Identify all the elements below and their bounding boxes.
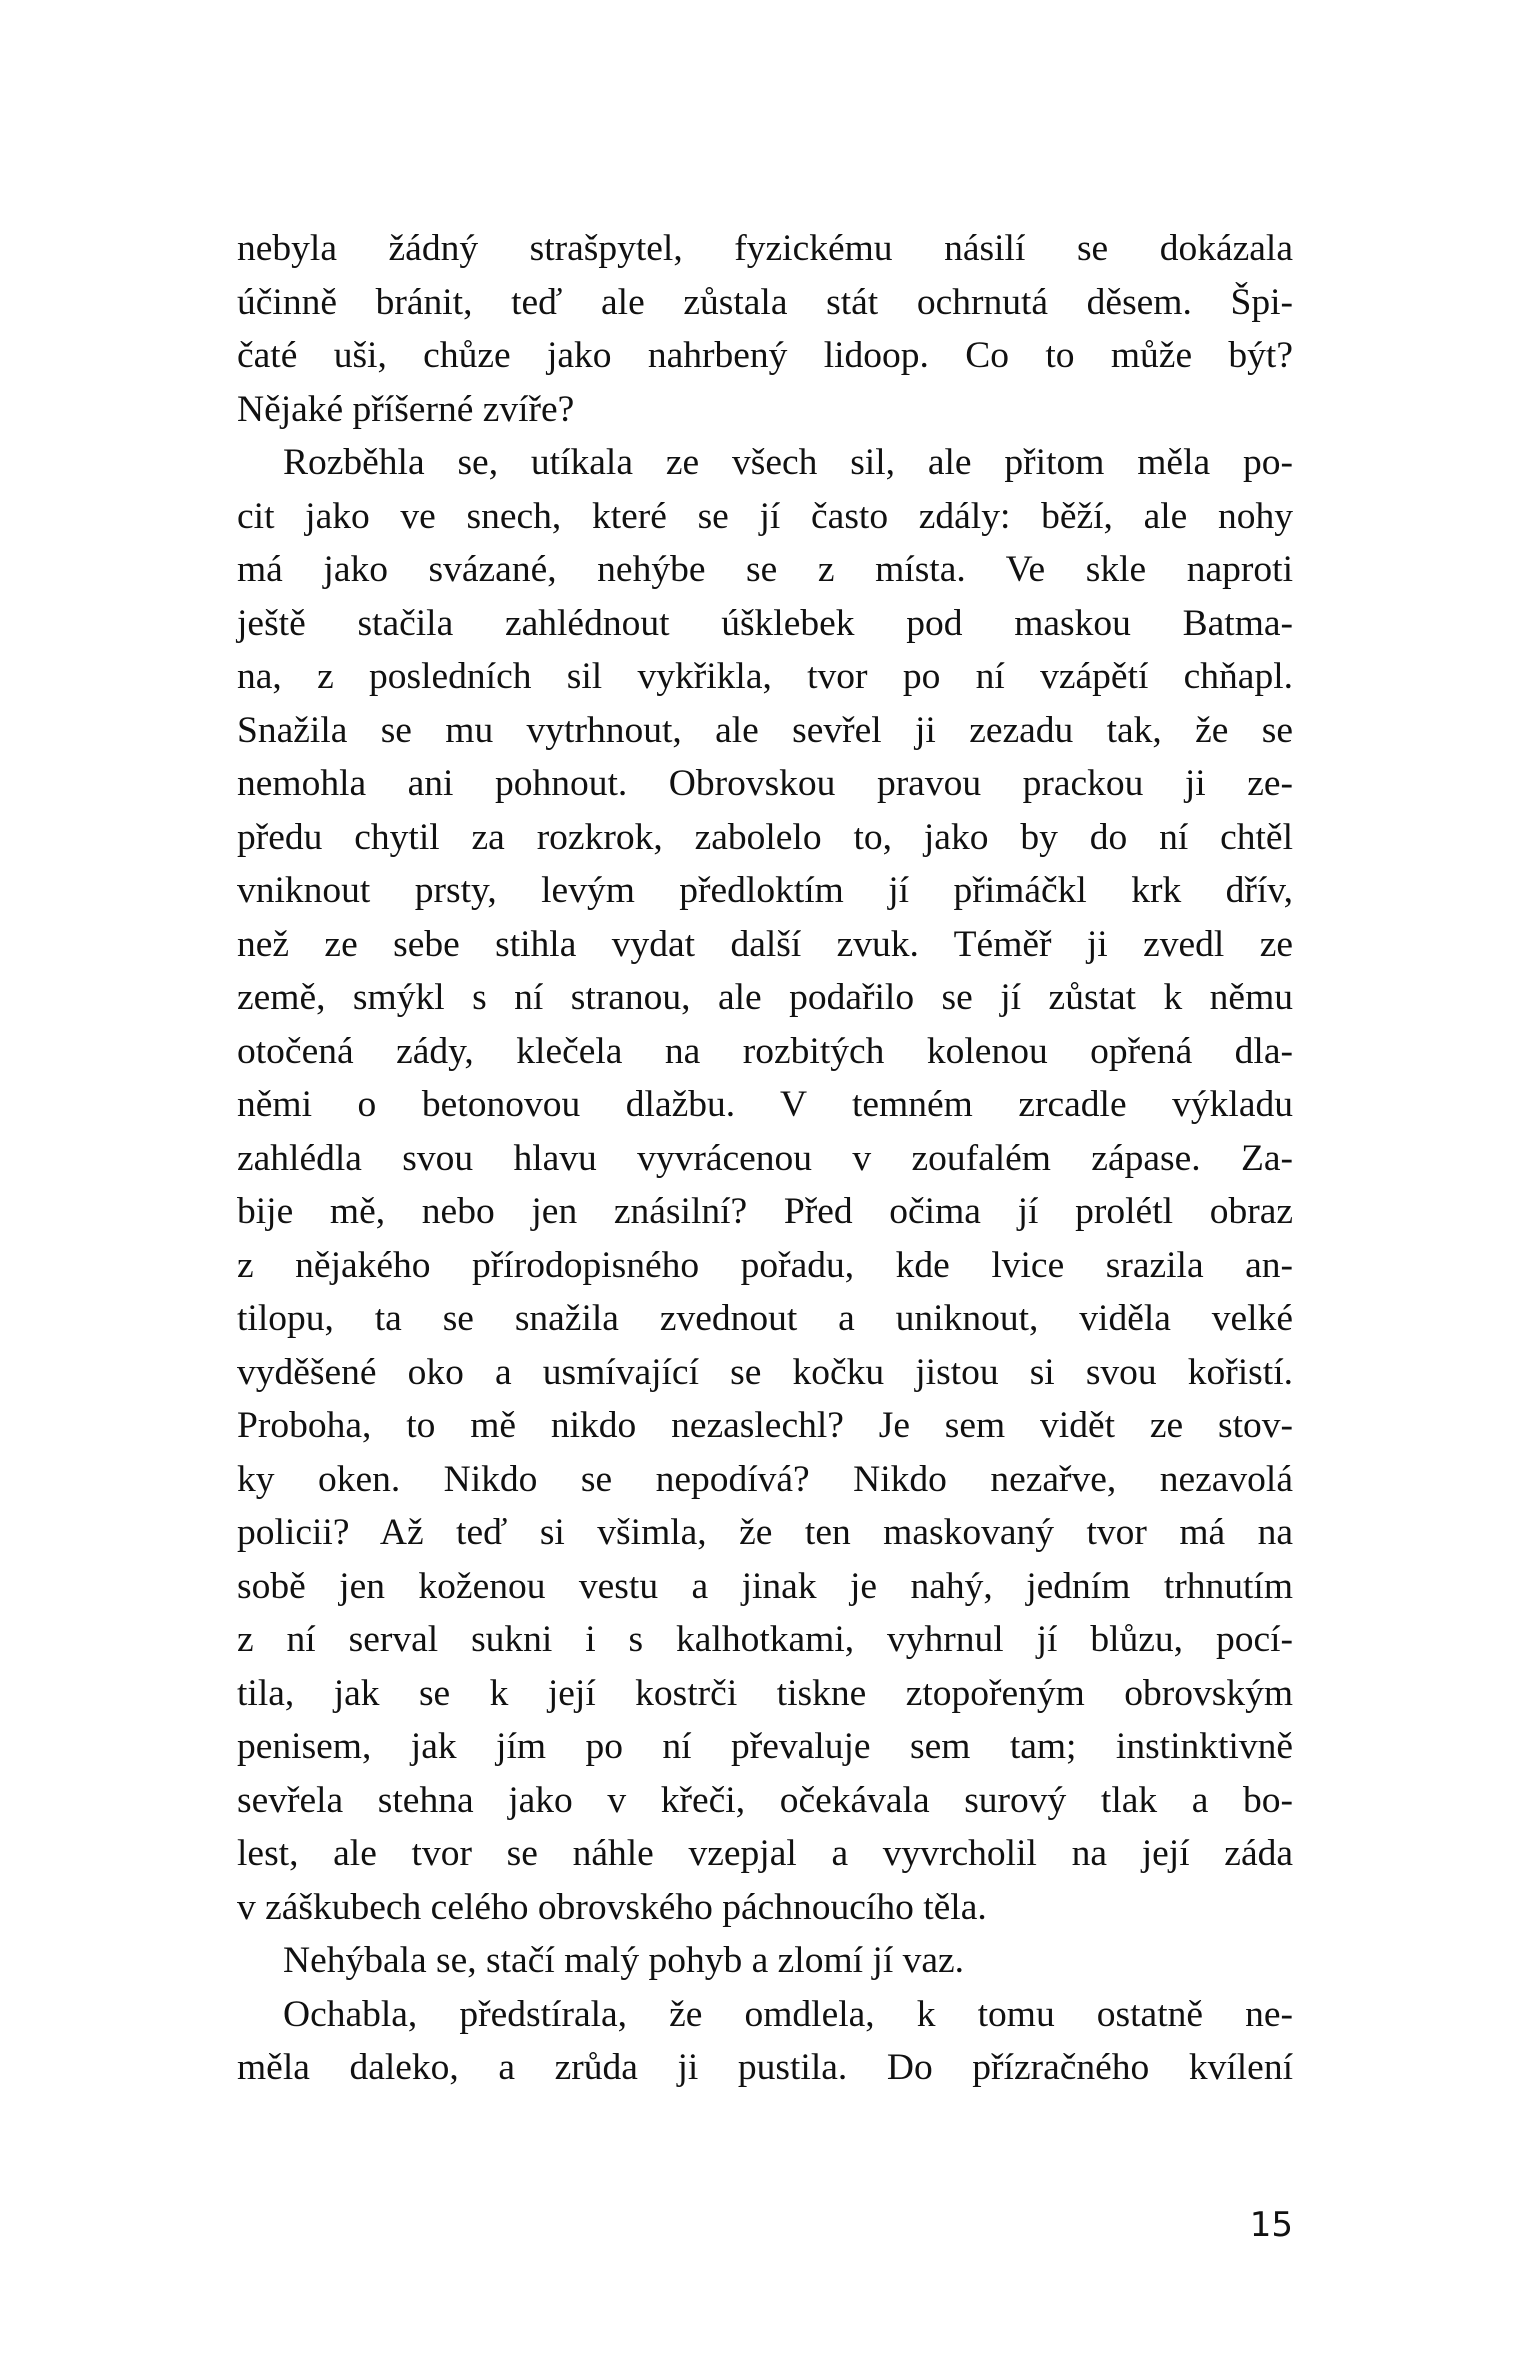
text-line: Snažila se mu vytrhnout, ale sevřel ji zezadu tak, že se xyxy=(237,709,1293,751)
text-line: než ze sebe stihla vydat další zvuk. Téměř ji zvedl ze xyxy=(237,923,1293,965)
paragraph xyxy=(237,436,1293,1934)
text-line: země, smýkl s ní stranou, ale podařilo se jí zůstat k němu xyxy=(237,977,1293,1018)
text-line: v záškubech celého obrovského páchnoucího těla. xyxy=(237,1886,987,1928)
paragraph xyxy=(237,1934,1293,1988)
text-line: čaté uši, chůze jako nahrbený lidoop. Co to může být? xyxy=(237,335,1293,376)
text-line: Nehýbala se, stačí malý pohyb a zlomí jí vaz. xyxy=(283,1940,965,1981)
text-line: Ochabla, předstírala, že omdlela, k tomu ostatně ne- xyxy=(283,1993,1293,2035)
text-line: na, z posledních sil vykřikla, tvor po ní vzápětí chňapl. xyxy=(237,656,1293,697)
paragraph xyxy=(237,1988,1293,2095)
text-line: má jako svázané, nehýbe se z místa. Ve skle naproti xyxy=(237,549,1293,590)
text-line: sobě jen koženou vestu a jinak je nahý, jedním trhnutím xyxy=(237,1565,1293,1607)
text-line: z nějakého přírodopisného pořadu, kde lvice srazila an- xyxy=(237,1244,1293,1286)
text-line: němi o betonovou dlažbu. V temném zrcadle výkladu xyxy=(237,1084,1293,1125)
text-line: účinně bránit, teď ale zůstala stát ochrnutá děsem. Špi- xyxy=(237,281,1293,323)
text-line: tilopu, ta se snažila zvednout a uniknout, viděla velké xyxy=(237,1298,1293,1339)
text-line: penisem, jak jím po ní převaluje sem tam; instinktivně xyxy=(237,1726,1293,1767)
text-line: ještě stačila zahlédnout úšklebek pod maskou Batma- xyxy=(237,602,1293,644)
text-line: nemohla ani pohnout. Obrovskou pravou prackou ji ze- xyxy=(237,763,1293,804)
text-line: Proboha, to mě nikdo nezaslechl? Je sem vidět ze stov- xyxy=(237,1405,1293,1446)
paragraph xyxy=(237,222,1293,436)
text-line: zahlédla svou hlavu vyvrácenou v zoufalém zápase. Za- xyxy=(237,1137,1293,1179)
body-text xyxy=(237,222,1293,2095)
text-line: policii? Až teď si všimla, že ten maskovaný tvor má na xyxy=(237,1512,1293,1553)
page-number: 15 xyxy=(1249,2205,1293,2245)
text-line: lest, ale tvor se náhle vzepjal a vyvrcholil na její záda xyxy=(237,1833,1293,1874)
text-line: otočená zády, klečela na rozbitých kolenou opřená dla- xyxy=(237,1030,1293,1072)
text-line: nebyla žádný strašpytel, fyzickému násilí se dokázala xyxy=(237,228,1293,269)
text-line: vyděšené oko a usmívající se kočku jistou si svou kořistí. xyxy=(237,1351,1293,1393)
text-line: předu chytil za rozkrok, zabolelo to, jako by do ní chtěl xyxy=(237,816,1293,858)
text-line: bije mě, nebo jen znásilní? Před očima jí prolétl obraz xyxy=(237,1191,1293,1232)
text-line: měla daleko, a zrůda ji pustila. Do přízračného kvílení xyxy=(237,2047,1293,2088)
text-line: z ní serval sukni i s kalhotkami, vyhrnul jí blůzu, pocí- xyxy=(237,1619,1293,1660)
text-line: cit jako ve snech, které se jí často zdály: běží, ale nohy xyxy=(237,495,1293,537)
text-line: Rozběhla se, utíkala ze všech sil, ale přitom měla po- xyxy=(283,442,1293,483)
text-line: tila, jak se k její kostrči tiskne ztopořeným obrovským xyxy=(237,1672,1293,1714)
text-line: Nějaké příšerné zvíře? xyxy=(237,388,575,430)
text-line: vniknout prsty, levým předloktím jí přimáčkl krk dřív, xyxy=(237,870,1293,911)
text-line: sevřela stehna jako v křeči, očekávala surový tlak a bo- xyxy=(237,1779,1293,1821)
text-line: ky oken. Nikdo se nepodívá? Nikdo nezařve, nezavolá xyxy=(237,1458,1293,1500)
